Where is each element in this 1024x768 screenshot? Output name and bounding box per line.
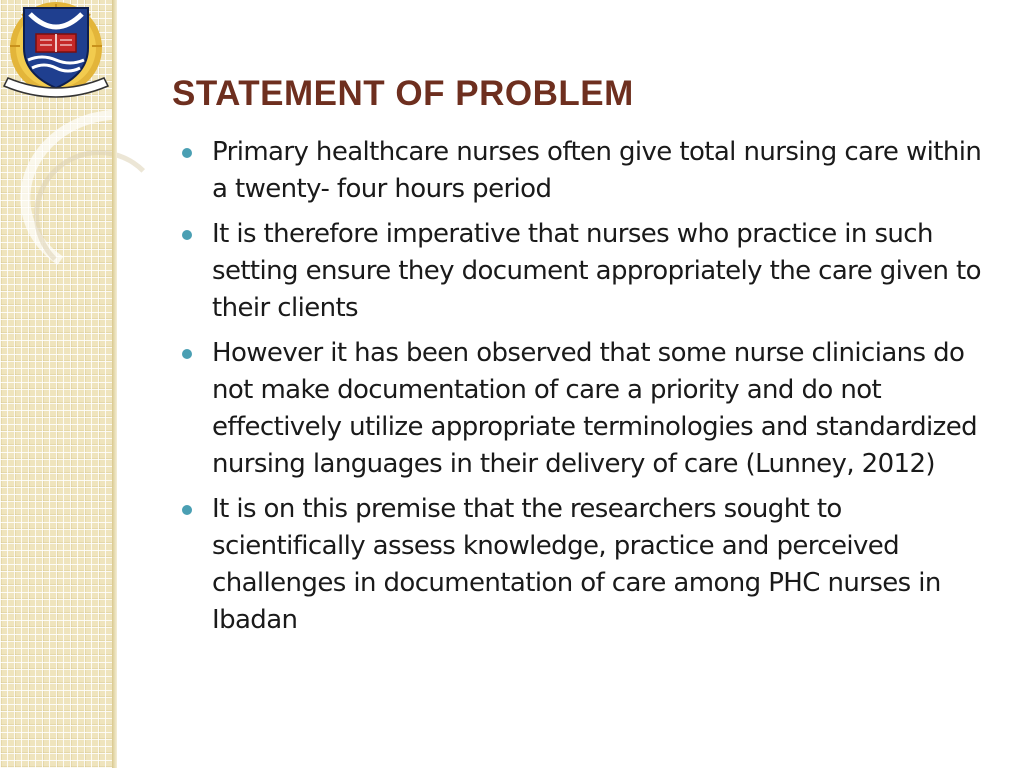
bullet-dot-icon [182,349,192,359]
bullet-list [182,134,1002,647]
bullet-text: Primary healthcare nurses often give total nursing care within a twenty- four hours period [212,137,982,204]
decorative-side-panel [0,0,116,768]
bullet-item [182,335,1002,483]
bullet-dot-icon [182,505,192,515]
bullet-text: However it has been observed that some nurse clinicians do not make documentation of care a priority and do not effectively utilize appropriate terminologies and standardized nursing languages in their delivery of care (Lunney, 2012) [212,338,977,479]
bullet-item [182,216,1002,327]
bullet-dot-icon [182,148,192,158]
slide-title: STATEMENT OF PROBLEM [172,74,634,113]
side-panel-edge [112,0,117,768]
bullet-item [182,491,1002,639]
decorative-arc-inner [34,150,164,280]
university-crest-icon [0,0,112,105]
bullet-text: It is on this premise that the researchers sought to scientifically assess knowledge, practice and perceived challenges in documentation of care among PHC nurses in Ibadan [212,494,941,635]
bullet-dot-icon [182,230,192,240]
bullet-text: It is therefore imperative that nurses who practice in such setting ensure they document appropriately the care given to their clients [212,219,981,323]
bullet-item [182,134,1002,208]
